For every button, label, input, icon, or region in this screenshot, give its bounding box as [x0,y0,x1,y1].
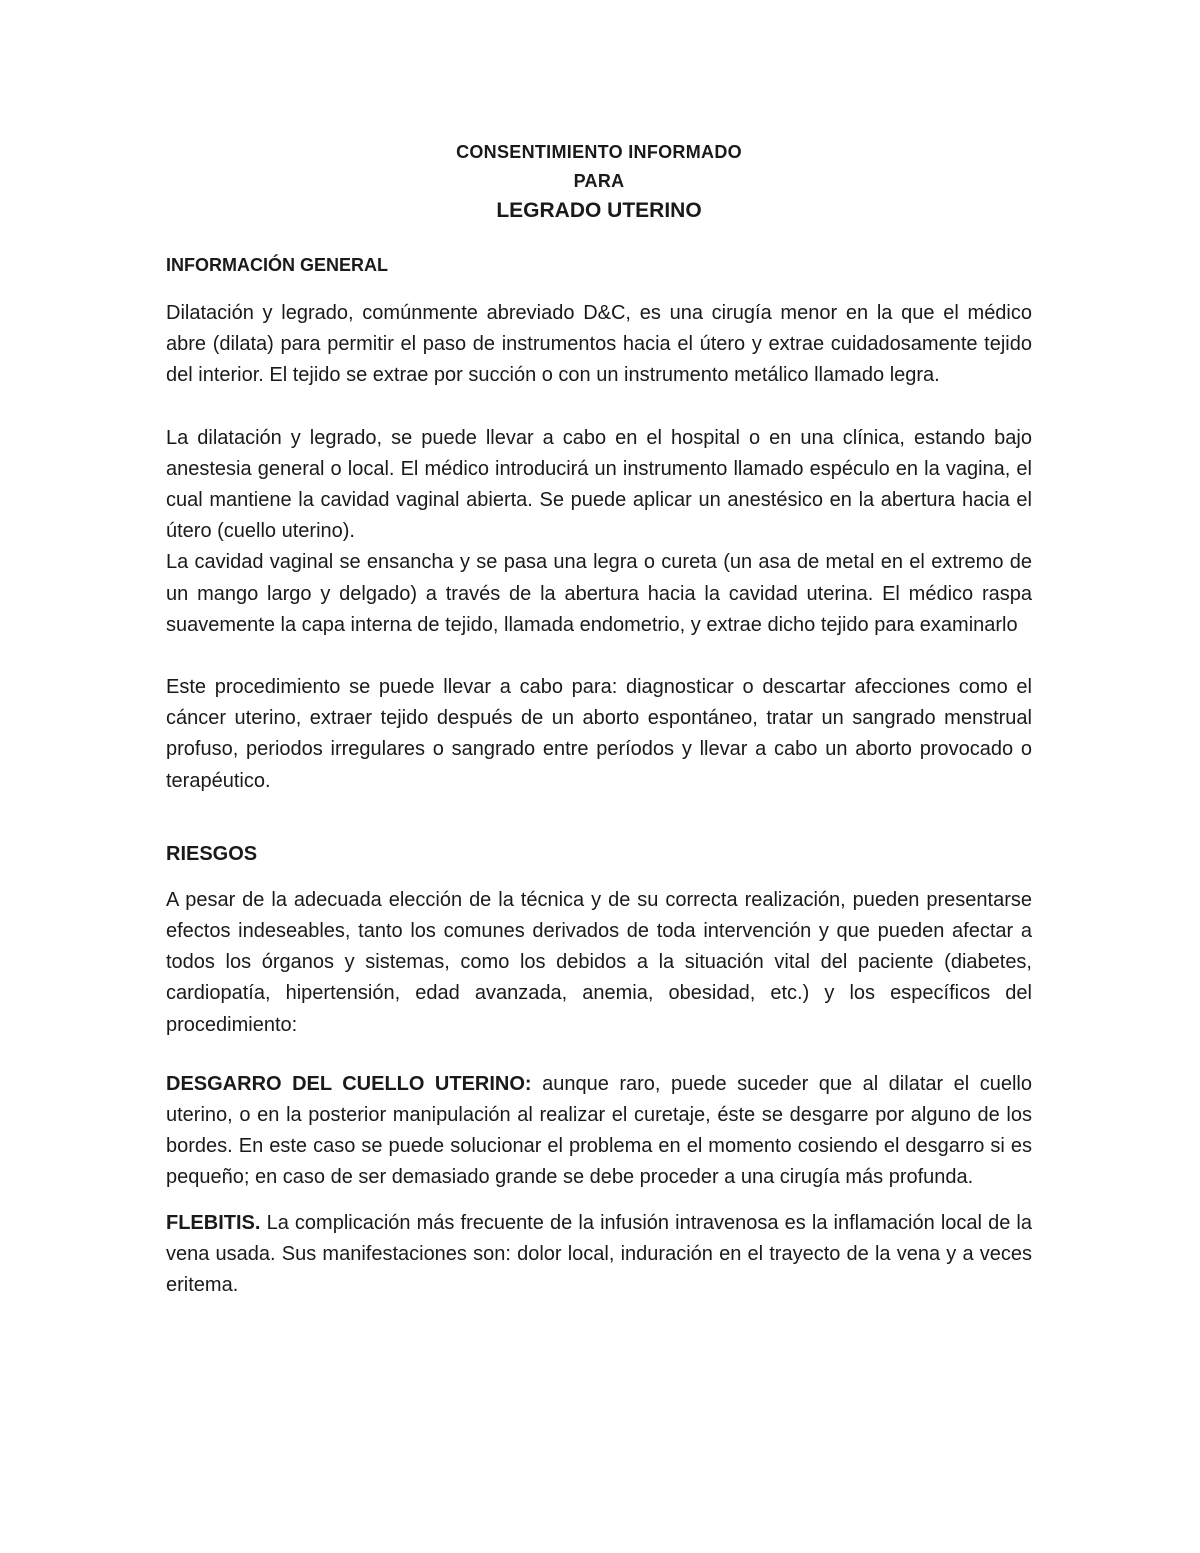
general-paragraph-3: La cavidad vaginal se ensancha y se pasa una legra o cureta (un asa de metal en el extremo de un mango largo y delgado) a través de la abertura hacia la cavidad uterina. El médico raspa suavemente la capa interna de tejido, llamada endometrio, y extrae dicho tejido para examinarlo [166,551,1032,636]
risk-cervical-tear-label: DESGARRO DEL CUELLO UTERINO: [166,1072,532,1095]
general-info-heading: INFORMACIÓN GENERAL [166,255,388,275]
general-paragraph-2: La dilatación y legrado, se puede llevar a cabo en el hospital o en una clínica, estando bajo anestesia general o local. El médico introducirá un instrumento llamado espéculo en la vagina, el cual mantiene la cavidad vaginal abierta. Se puede aplicar un anestésico en la abertura hacia el útero (cuello uterino). [166,426,1032,543]
risk-cervical-tear-text: aunque raro, puede suceder que al dilatar el cuello uterino, o en la posterior manipulación al realizar el curetaje, éste se desgarre por alguno de los bordes. En este caso se puede solucionar el problema en el momento cosiendo el desgarro si es pequeño; en caso de ser demasiado grande se debe proceder a una cirugía más profunda. [166,1072,1032,1189]
risk-phlebitis [166,1208,1032,1302]
risk-cervical-tear [166,1069,1032,1194]
document-title [166,138,1032,226]
risk-phlebitis-text: La complicación más frecuente de la infusión intravenosa es la inflamación local de la vena usada. Sus manifestaciones son: dolor local, induración en el trayecto de la vena y a veces eritema. [166,1211,1032,1297]
title-line-1: CONSENTIMIENTO INFORMADO [456,142,742,162]
document-page [166,138,1032,1301]
risk-phlebitis-label: FLEBITIS. [166,1211,261,1234]
risks-intro-paragraph: A pesar de la adecuada elección de la técnica y de su correcta realización, pueden presentarse efectos indeseables, tanto los comunes derivados de toda intervención y que pueden afectar a todos los órganos y sistemas, como los debidos a la situación vital del paciente (diabetes, cardiopatía, hipertensión, edad avanzada, anemia, obesidad, etc.) y los específicos del procedimiento: [166,888,1032,1036]
title-line-2: PARA [573,171,625,191]
title-line-3: LEGRADO UTERINO [496,199,702,222]
general-paragraph-4: Este procedimiento se puede llevar a cabo para: diagnosticar o descartar afecciones como el cáncer uterino, extraer tejido después de un aborto espontáneo, tratar un sangrado menstrual profuso, periodos irregulares o sangrado entre períodos y llevar a cabo un aborto provocado o terapéutico. [166,676,1032,792]
general-paragraph-1: Dilatación y legrado, comúnmente abreviado D&C, es una cirugía menor en la que el médico abre (dilata) para permitir el paso de instrumentos hacia el útero y extrae cuidadosamente tejido del interior. El tejido se extrae por succión o con un instrumento metálico llamado legra. [166,302,1032,387]
risks-heading: RIESGOS [166,842,258,865]
